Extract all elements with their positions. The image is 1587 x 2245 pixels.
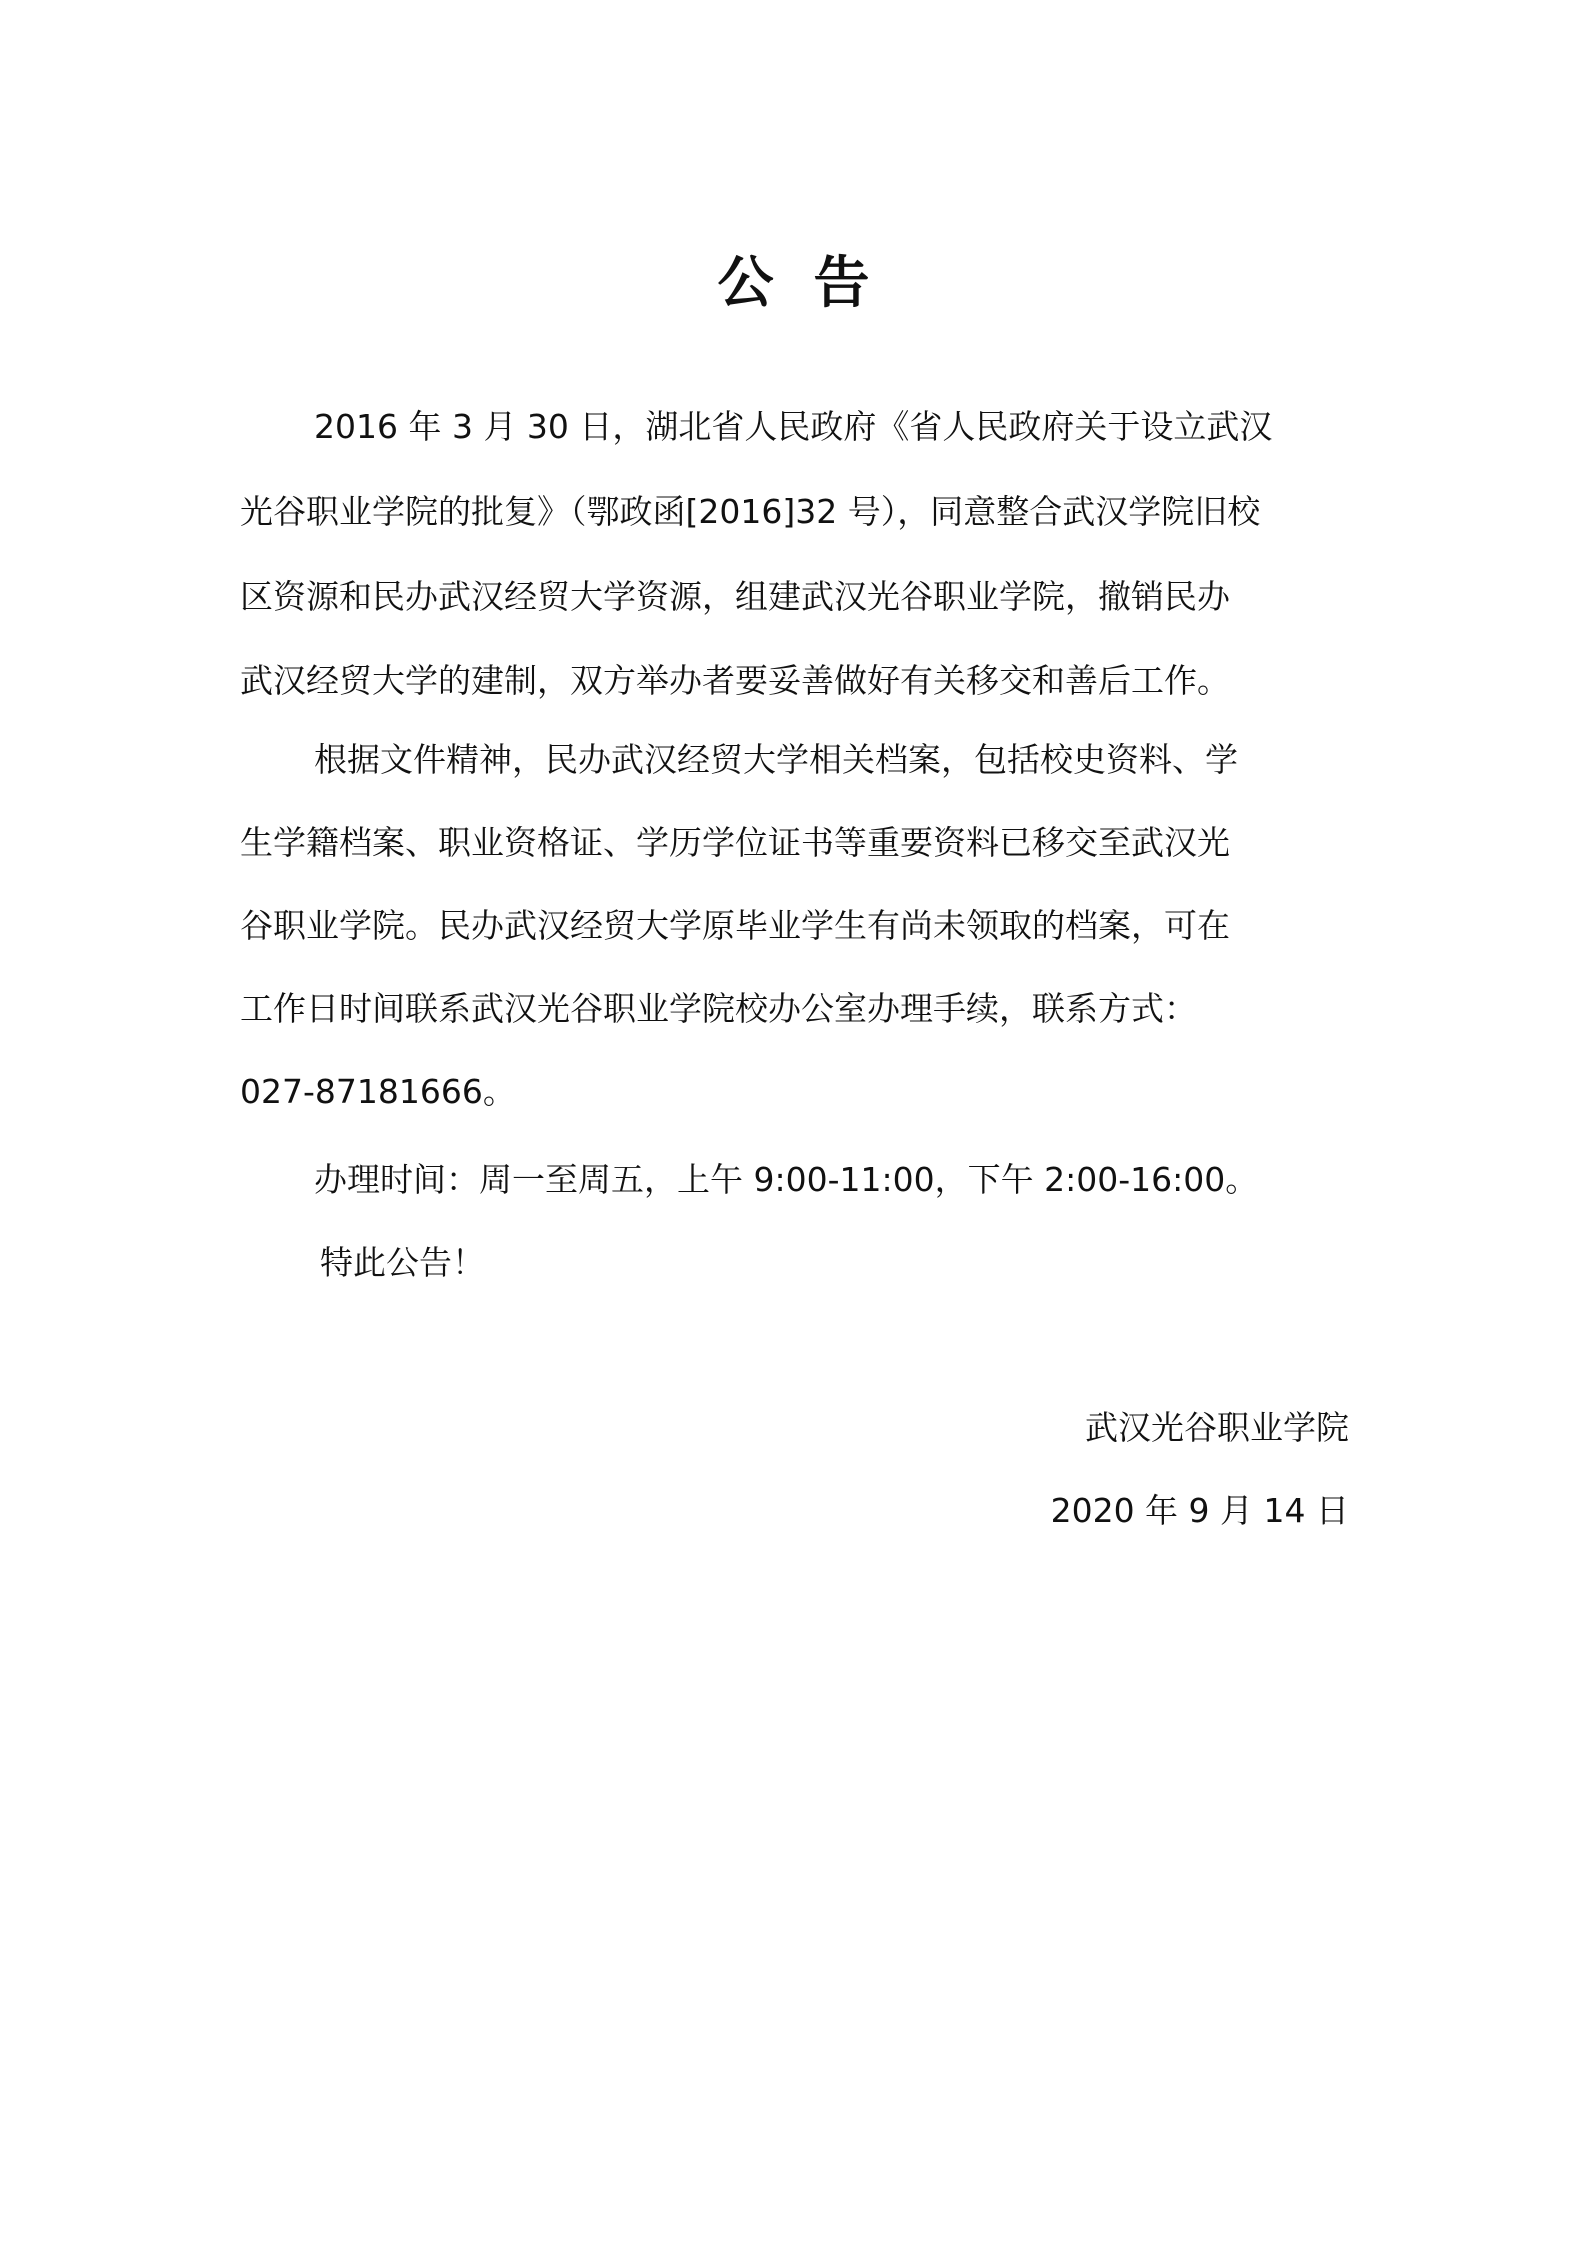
office-hours-line: 办理时间：周一至周五，上午 9:00-11:00，下午 2:00-16:00。 <box>314 1160 1259 1199</box>
title-char-2: 告 <box>813 251 870 316</box>
paragraph1-line-2: 光谷职业学院的批复》（鄂政函[2016]32 号），同意整合武汉学院旧校 <box>240 492 1261 531</box>
notice-title <box>0 248 1587 320</box>
paragraph2-line-3: 谷职业学院。民办武汉经贸大学原毕业学生有尚未领取的档案，可在 <box>240 906 1230 945</box>
title-char-1: 公 <box>717 251 774 316</box>
signature-date: 2020 年 9 月 14 日 <box>1050 1491 1349 1530</box>
paragraph2-line-1: 根据文件精神，民办武汉经贸大学相关档案，包括校史资料、学 <box>314 740 1238 779</box>
paragraph2-line-4: 工作日时间联系武汉光谷职业学院校办公室办理手续，联系方式： <box>240 989 1197 1028</box>
closing-line: 特此公告！ <box>320 1243 485 1282</box>
paragraph2-line-2: 生学籍档案、职业资格证、学历学位证书等重要资料已移交至武汉光 <box>240 823 1230 862</box>
paragraph1-line-1: 2016 年 3 月 30 日，湖北省人民政府《省人民政府关于设立武汉 <box>314 407 1273 446</box>
paragraph1-line-4: 武汉经贸大学的建制，双方举办者要妥善做好有关移交和善后工作。 <box>240 661 1230 700</box>
signature-organization: 武汉光谷职业学院 <box>1085 1408 1349 1447</box>
paragraph2-line-5: 027-87181666。 <box>240 1072 516 1111</box>
paragraph1-line-3: 区资源和民办武汉经贸大学资源，组建武汉光谷职业学院，撤销民办 <box>240 577 1230 616</box>
